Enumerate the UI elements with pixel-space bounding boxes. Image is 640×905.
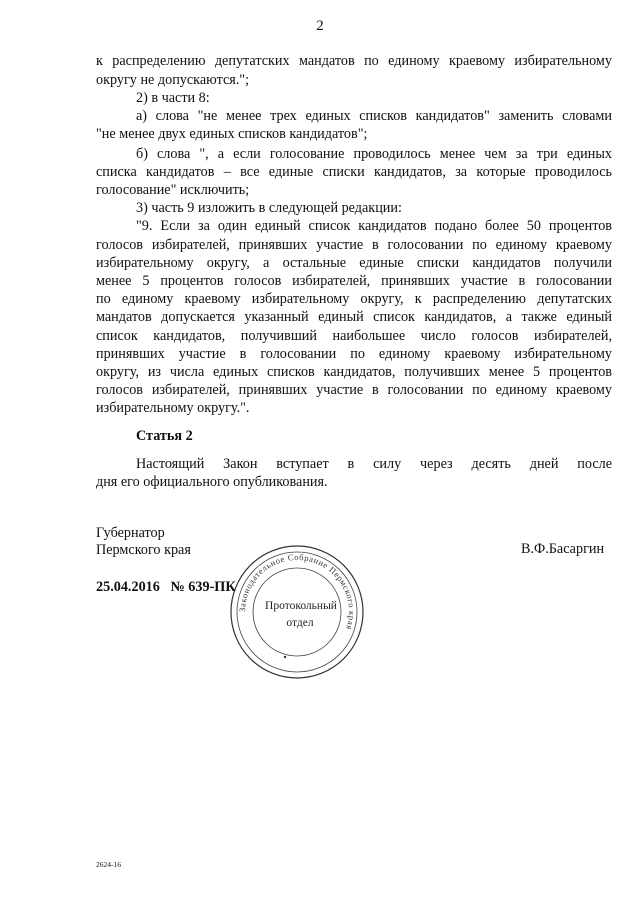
text-line: менее 5 процентов голосов избирателей, принявших участие в голосовании [96,273,612,289]
signatory-title-line: Губернатор [96,525,165,541]
footer-code: 2624-16 [96,860,121,869]
stamp-center-line: отдел [286,617,314,629]
text-line: "9. Если за один единый список кандидатов подано более 50 процентов [136,218,612,234]
text-line: избирательному округу, а остальные единые списки кандидатов получили [96,255,612,271]
signatory-name: В.Ф.Басаргин [521,541,605,557]
text-line: голосование" исключить; [96,182,250,198]
page-number: 2 [316,18,324,34]
text-line: дня его официального опубликования. [96,474,328,490]
text-line: голосов избирателей, принявших участие в голосовании по единому краевому [96,382,612,398]
stamp-center-line: Протокольный [265,600,337,612]
article-heading: Статья 2 [136,428,193,444]
text-line: округу, из числа единых списков кандидатов, получивших менее 5 процентов [96,364,612,380]
text-line: принявших участие в голосовании по единому краевому избирательному [96,346,612,362]
text-line: 2) в части 8: [136,90,210,106]
signatory-title [96,525,191,559]
text-line: "не менее двух единых списков кандидатов"; [96,126,368,142]
signatory-title-line: Пермского края [96,542,191,558]
stamp-ring-text: Законодательное Собрание Пермского края [236,551,358,632]
stamp-dot [284,656,286,658]
text-line: к распределению депутатских мандатов по единому краевому избирательному [96,53,612,69]
stamp-center-ring [253,568,341,656]
text-line: Настоящий Закон вступает в силу через десять дней после [136,456,612,472]
text-line: 3) часть 9 изложить в следующей редакции: [136,200,402,216]
text-line: а) слова "не менее трех единых списков кандидатов" заменить словами [136,108,612,124]
text-line: округу не допускаются."; [96,72,250,88]
text-line: по единому краевому избирательному округу, к распределению депутатских [96,291,612,307]
text-line: избирательному округу.". [96,400,250,416]
stamp-seal [228,543,366,681]
text-line: голосов избирателей, принявших участие в голосовании по единому краевому [96,237,612,253]
stamp-outer-ring [231,546,363,678]
law-date-number: 25.04.2016 № 639-ПК [96,579,236,595]
text-line: мандатов допускается указанный единый список кандидатов, а также единый [96,309,612,325]
text-line: список кандидатов, получивший наибольшее число голосов избирателей, [96,328,612,344]
text-line: списка кандидатов – все единые списки кандидатов, за которые проводилось [96,164,612,180]
text-line: б) слова ", а если голосование проводилось менее чем за три единых [136,146,612,162]
